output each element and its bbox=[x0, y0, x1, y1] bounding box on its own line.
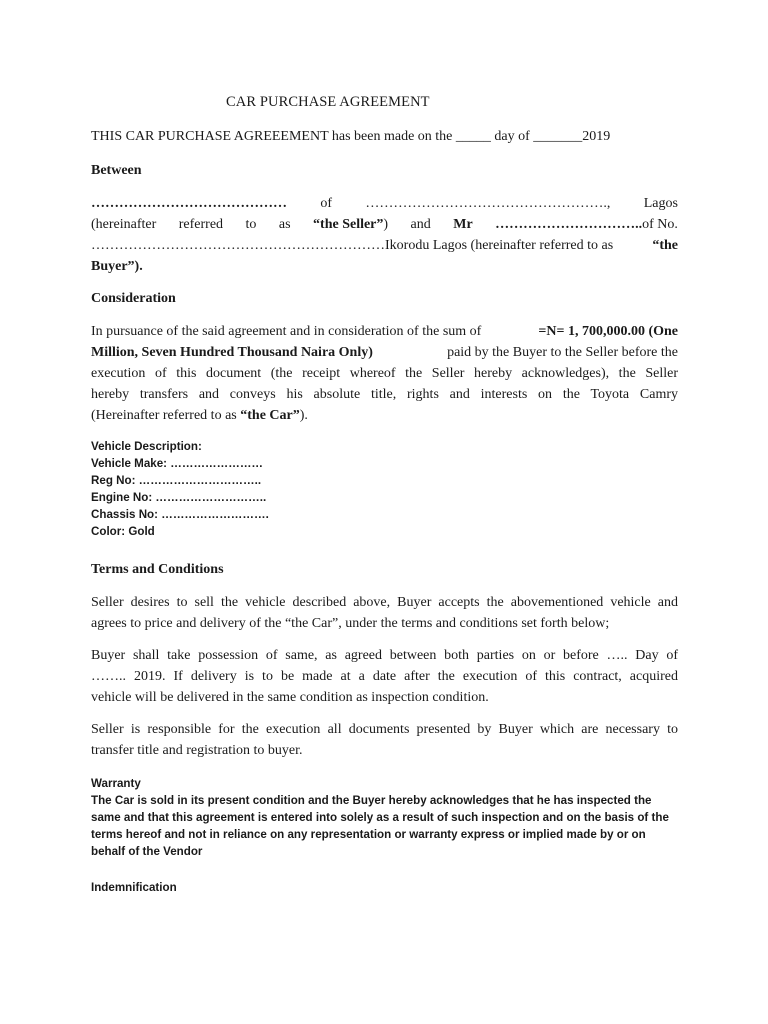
engine-no-field: Engine No: ……………………….. bbox=[91, 491, 267, 504]
text-fragment: to bbox=[245, 217, 257, 232]
text-fragment: as bbox=[278, 217, 291, 232]
terms-paragraph-1 bbox=[91, 592, 678, 634]
consideration-line-3: execution of this document (the receipt whereof the Seller hereby acknowledges), the Seller bbox=[91, 366, 678, 381]
terms-paragraph-3 bbox=[91, 719, 678, 761]
buyer-address-blank: ……………………………………………………… bbox=[91, 238, 385, 253]
text-fragment: referred bbox=[178, 217, 224, 232]
text-fragment: of No. bbox=[642, 217, 678, 232]
vehicle-description bbox=[91, 438, 678, 540]
seller-name-blank: …………………………………… bbox=[91, 196, 287, 211]
vehicle-description-heading: Vehicle Description: bbox=[91, 440, 202, 453]
warranty-line: terms hereof and not in reliance on any representation or warranty express or implied made by or on bbox=[91, 828, 646, 841]
consideration-line-4: hereby transfers and conveys his absolute title, rights and interests on the Toyota Camry bbox=[91, 387, 678, 402]
amount-figure: =N= 1, 700,000.00 (One bbox=[538, 324, 678, 339]
warranty-line: The Car is sold in its present condition and the Buyer hereby acknowledges that he has inspected the bbox=[91, 794, 652, 807]
the-buyer-label: “the bbox=[652, 238, 678, 253]
terms-heading: Terms and Conditions bbox=[91, 562, 224, 577]
consideration-paragraph bbox=[91, 321, 678, 426]
warranty-heading: Warranty bbox=[91, 777, 141, 790]
seller-address-blank: ……………………………………………., bbox=[365, 196, 611, 211]
parties-line-3 bbox=[91, 235, 678, 256]
text-line: agrees to price and delivery of the “the Car”, under the terms and conditions set forth below; bbox=[91, 616, 610, 631]
the-seller-label: “the Seller” bbox=[313, 217, 384, 232]
document-title: CAR PURCHASE AGREEMENT bbox=[226, 94, 430, 110]
text-fragment: (Hereinafter referred to as bbox=[91, 408, 237, 423]
text-line: vehicle will be delivered in the same condition as inspection condition. bbox=[91, 690, 489, 705]
consideration-line-1 bbox=[91, 321, 678, 342]
consideration-heading: Consideration bbox=[91, 291, 176, 306]
text-fragment: In pursuance of the said agreement and in consideration of the sum of bbox=[91, 324, 482, 339]
text-fragment: (hereinafter bbox=[91, 217, 157, 232]
text-line: Buyer shall take possession of same, as agreed between both parties on or before ….. Day of bbox=[91, 648, 678, 663]
text-line: transfer title and registration to buyer. bbox=[91, 743, 303, 758]
warranty-line: same and that this agreement is entered into solely as a result of such inspection and on the basis of the bbox=[91, 811, 669, 824]
the-car-label: “the Car” bbox=[240, 408, 300, 423]
seller-term bbox=[313, 214, 388, 235]
indemnification-heading: Indemnification bbox=[91, 881, 177, 894]
chassis-no-field: Chassis No: ………………………. bbox=[91, 508, 269, 521]
warranty-section bbox=[91, 775, 678, 860]
parties-line-1 bbox=[91, 193, 678, 214]
lagos-word: Lagos bbox=[643, 196, 678, 211]
text-line: Seller desires to sell the vehicle described above, Buyer accepts the abovementioned vehicle and bbox=[91, 595, 678, 610]
color-field: Color: Gold bbox=[91, 525, 155, 538]
the-buyer-label-end: Buyer”). bbox=[91, 259, 143, 274]
vehicle-make-field: Vehicle Make: …………………… bbox=[91, 457, 264, 470]
amount-words: Million, Seven Hundred Thousand Naira Only) bbox=[91, 345, 373, 360]
parties-paragraph bbox=[91, 193, 678, 277]
warranty-line: behalf of the Vendor bbox=[91, 845, 203, 858]
intro-line: THIS CAR PURCHASE AGREEEMENT has been made on the _____ day of _______2019 bbox=[91, 129, 611, 144]
indemnification-section bbox=[91, 879, 678, 896]
text-fragment: and bbox=[410, 217, 431, 232]
of-word: of bbox=[320, 196, 333, 211]
text-line: …….. 2019. If delivery is to be made at a date after the execution of this contract, acquired bbox=[91, 669, 678, 684]
buyer-name-group bbox=[495, 214, 678, 235]
text-fragment: Ikorodu Lagos (hereinafter referred to as bbox=[385, 238, 614, 253]
consideration-line-5 bbox=[91, 405, 678, 426]
text-fragment: ) bbox=[383, 217, 389, 232]
mr-label: Mr bbox=[453, 217, 473, 232]
text-fragment: paid by the Buyer to the Seller before the bbox=[447, 345, 678, 360]
consideration-line-2 bbox=[91, 342, 678, 363]
buyer-name-blank: ………………………….. bbox=[495, 217, 643, 232]
text-line: Seller is responsible for the execution all documents presented by Buyer which are necessary to bbox=[91, 722, 678, 737]
text-fragment: ). bbox=[299, 408, 308, 423]
buyer-address-group bbox=[91, 235, 613, 256]
reg-no-field: Reg No: ………………………….. bbox=[91, 474, 262, 487]
parties-line-4 bbox=[91, 256, 678, 277]
terms-paragraph-2 bbox=[91, 645, 678, 708]
between-heading: Between bbox=[91, 163, 142, 178]
parties-line-2 bbox=[91, 214, 678, 235]
